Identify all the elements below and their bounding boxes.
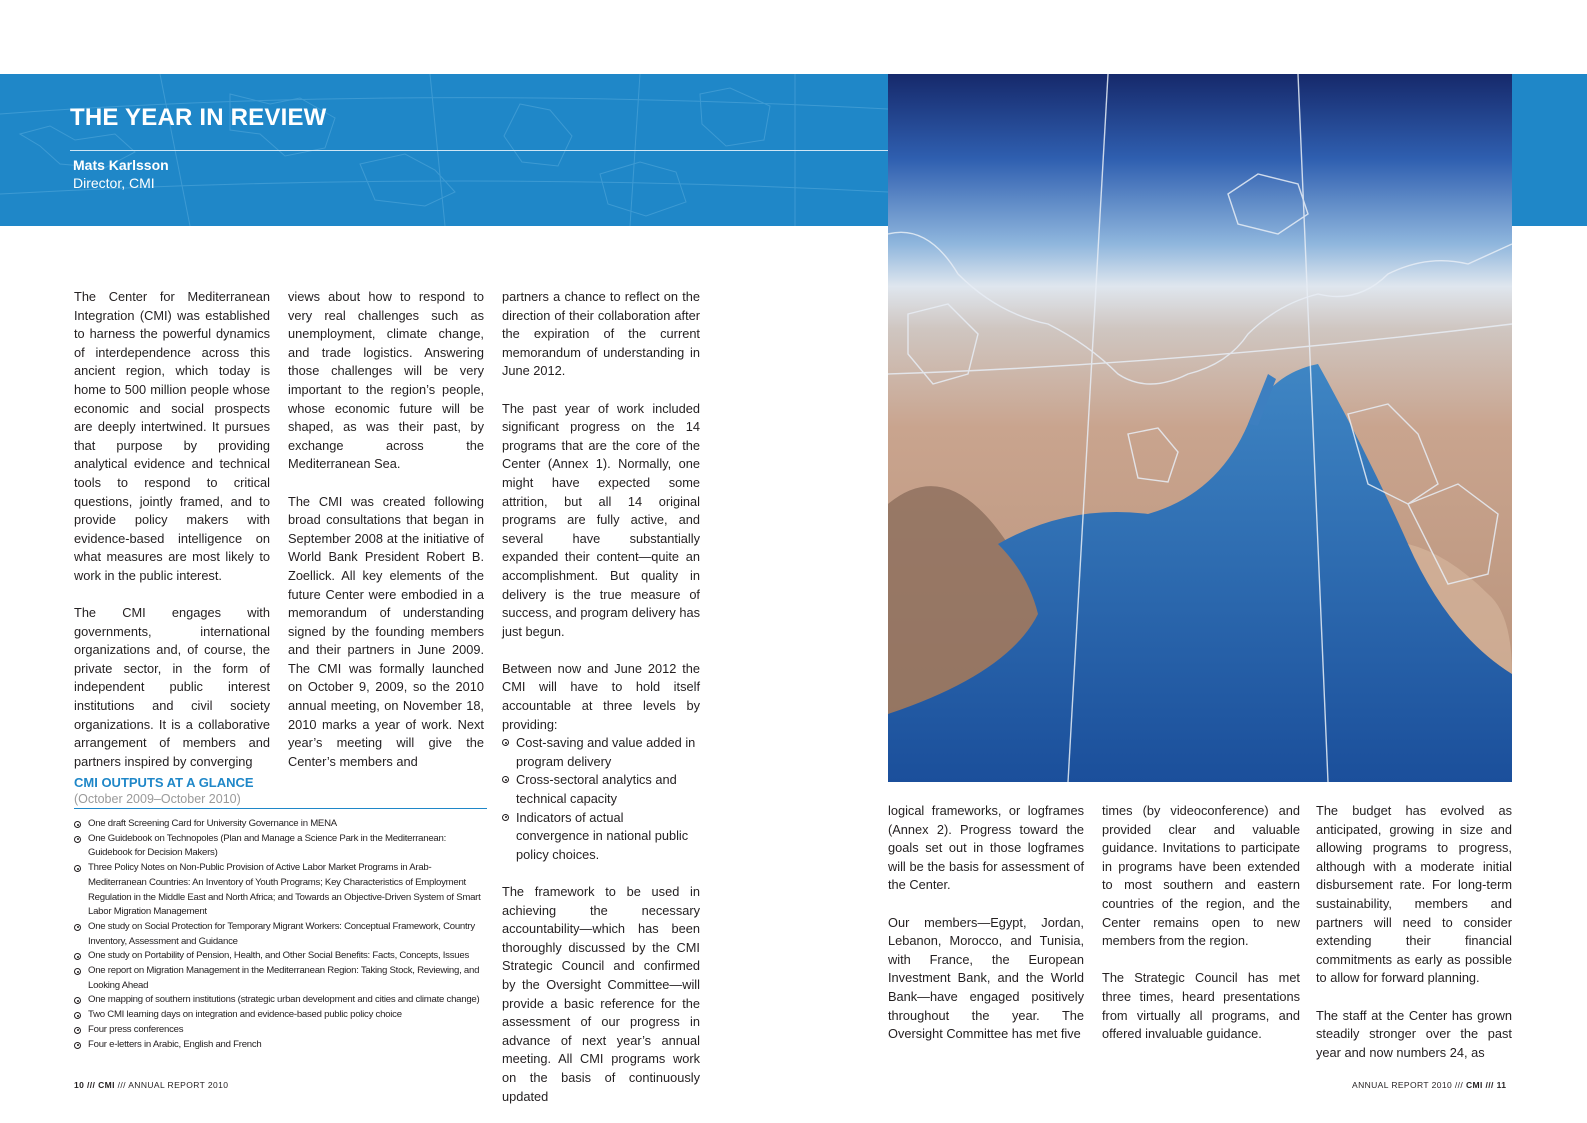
left-column-2 xyxy=(288,288,484,771)
circle-bullet-icon xyxy=(74,1027,81,1034)
paragraph: Between now and June 2012 the CMI will have to hold itself accountable at three levels by providing: xyxy=(502,660,700,732)
paragraph: The CMI engages with governments, international organizations and, of course, the private sector, in the form of independent public interest institutions and civil society organizations. It is a collaborative arrangement of members and partners inspired by converging xyxy=(74,605,270,769)
left-column-1 xyxy=(74,288,270,771)
footer-right xyxy=(1352,1080,1506,1090)
outputs-subtitle: (October 2009–October 2010) xyxy=(74,792,241,806)
footer-report: ANNUAL REPORT 2010 xyxy=(1352,1080,1453,1090)
aerial-earth-photo xyxy=(888,74,1512,782)
circle-bullet-icon xyxy=(502,776,509,783)
circle-bullet-icon xyxy=(74,924,81,931)
list-item: Four press conferences xyxy=(74,1023,484,1038)
list-item: Cost-saving and value added in program delivery xyxy=(502,734,700,771)
list-item: Four e-letters in Arabic, English and French xyxy=(74,1038,484,1053)
paragraph: logical frameworks, or logframes (Annex 2). Progress toward the goals set out in those logframes will be the basis for assessment of the Center. xyxy=(888,803,1084,893)
list-item: One draft Screening Card for University Governance in MENA xyxy=(74,817,484,832)
paragraph: The staff at the Center has grown steadily stronger over the past year and now numbers 24, as xyxy=(1316,1007,1512,1060)
paragraph: The framework to be used in achieving the necessary accountability—which has been thoroughly discussed by the CMI Strategic Council and confirmed by the Oversight Committee—will provide a basic reference for the assessment of our progress in advance of next year’s annual meeting. All CMI programs work on the basis of continuously updated xyxy=(502,884,700,1104)
list-item: One report on Migration Management in the Mediterranean Region: Taking Stock, Reviewing, and Looking Ahead xyxy=(74,964,484,993)
paragraph: partners a chance to reflect on the direction of their collaboration after the expiration of the current memorandum of understanding in June 2012. xyxy=(502,289,700,379)
footer-org: CMI xyxy=(98,1080,115,1090)
circle-bullet-icon xyxy=(74,865,81,872)
circle-bullet-icon xyxy=(74,1042,81,1049)
paragraph: The past year of work included significant progress on the 14 programs that are the core of the Center (Annex 1). Normally, one might have expected some attrition, but all 14 original programs are fully active, and several have substantially expanded their content—quite an accomplishment. But quality in delivery is the true measure of success, and program delivery has just begun. xyxy=(502,400,700,639)
accountability-list xyxy=(502,734,700,864)
circle-bullet-icon xyxy=(74,1012,81,1019)
paragraph: The Strategic Council has met three times, heard presentations from virtually all programs, and offered invaluable guidance. xyxy=(1102,970,1300,1042)
footer-left xyxy=(74,1080,228,1090)
outputs-title: CMI OUTPUTS AT A GLANCE xyxy=(74,775,254,790)
title-divider xyxy=(70,150,888,151)
list-item: One study on Portability of Pension, Health, and Other Social Benefits: Facts, Concepts, Issues xyxy=(74,949,484,964)
right-column-1 xyxy=(888,802,1084,1044)
circle-bullet-icon xyxy=(74,968,81,975)
list-item: One mapping of southern institutions (strategic urban development and cities and climate change) xyxy=(74,993,484,1008)
paragraph: Our members—Egypt, Jordan, Lebanon, Morocco, and Tunisia, with France, the European Investment Bank, and the World Bank—have engaged positively throughout the year. The Oversight Committee has met five xyxy=(888,914,1084,1042)
circle-bullet-icon xyxy=(74,836,81,843)
page-title: THE YEAR IN REVIEW xyxy=(70,104,327,131)
circle-bullet-icon xyxy=(502,814,509,821)
circle-bullet-icon xyxy=(74,821,81,828)
separator: /// xyxy=(1454,1080,1464,1090)
circle-bullet-icon xyxy=(74,997,81,1004)
page-number: 11 xyxy=(1496,1080,1507,1090)
left-column-3 xyxy=(502,288,700,1106)
list-item: Indicators of actual convergence in national public policy choices. xyxy=(502,809,700,865)
paragraph: views about how to respond to very real challenges such as unemployment, climate change, and trade logistics. Answering those challenges will be very important to the region’s people, whose economic future will be shaped, as was their past, by exchange across the Mediterranean Sea. xyxy=(288,289,484,472)
separator: /// xyxy=(87,1080,96,1090)
list-item: One Guidebook on Technopoles (Plan and Manage a Science Park in the Mediterranean: Guidebook for Decision Makers) xyxy=(74,832,484,861)
circle-bullet-icon xyxy=(502,739,509,746)
list-item: Three Policy Notes on Non-Public Provision of Active Labor Market Programs in Arab-Mediterranean Countries: An Inventory of Youth Programs; Key Characteristics of Employment Regulation in the Middle East and North Africa; and Towards an Objective-Driven System of Smart Labor Migration Management xyxy=(74,861,484,920)
paragraph: The budget has evolved as anticipated, growing in size and allowing programs to progress, although with a moderate initial disbursement rate. For long-term sustainability, members and partners will need to consider extending their financial commitments as early as possible to allow for forward planning. xyxy=(1316,803,1512,986)
separator: /// xyxy=(1485,1080,1494,1090)
list-item: Cross-sectoral analytics and technical capacity xyxy=(502,771,700,808)
paragraph: The Center for Mediterranean Integration (CMI) was established to harness the powerful dynamics of interdependence across this ancient region, which today is home to 500 million people whose economic and social prospects are deeply intertwined. It pursues that purpose by providing analytical evidence and technical tools to respond to critical questions, jointly framed, and to provide policy makers with evidence-based intelligence on what measures are most likely to work in the public interest. xyxy=(74,289,270,583)
outputs-divider xyxy=(74,808,487,809)
circle-bullet-icon xyxy=(74,953,81,960)
right-column-2 xyxy=(1102,802,1300,1044)
paragraph: The CMI was created following broad consultations that began in September 2008 at the initiative of World Bank President Robert B. Zoellick. All key elements of the future Center were embodied in a memorandum of understanding signed by the founding members and their partners in June 2009. The CMI was formally launched on October 9, 2009, so the 2010 annual meeting, on November 18, 2010 marks a year of work. Next year’s meeting will give the Center’s members and xyxy=(288,493,484,769)
outputs-list xyxy=(74,817,484,1052)
list-item: Two CMI learning days on integration and evidence-based public policy choice xyxy=(74,1008,484,1023)
footer-report: ANNUAL REPORT 2010 xyxy=(128,1080,229,1090)
separator: /// xyxy=(117,1080,126,1090)
footer-org: CMI xyxy=(1465,1080,1483,1090)
list-item: One study on Social Protection for Temporary Migrant Workers: Conceptual Framework, Country Inventory, Assessment and Guidance xyxy=(74,920,484,949)
page-number: 10 xyxy=(74,1080,85,1090)
right-column-3 xyxy=(1316,802,1512,1062)
author-role: Director, CMI xyxy=(73,175,155,191)
paragraph: times (by videoconference) and provided clear and valuable guidance. Invitations to participate in programs have been extended to most southern and eastern countries of the region, and the Center remains open to new members from the region. xyxy=(1102,803,1300,949)
author-name: Mats Karlsson xyxy=(73,157,169,173)
